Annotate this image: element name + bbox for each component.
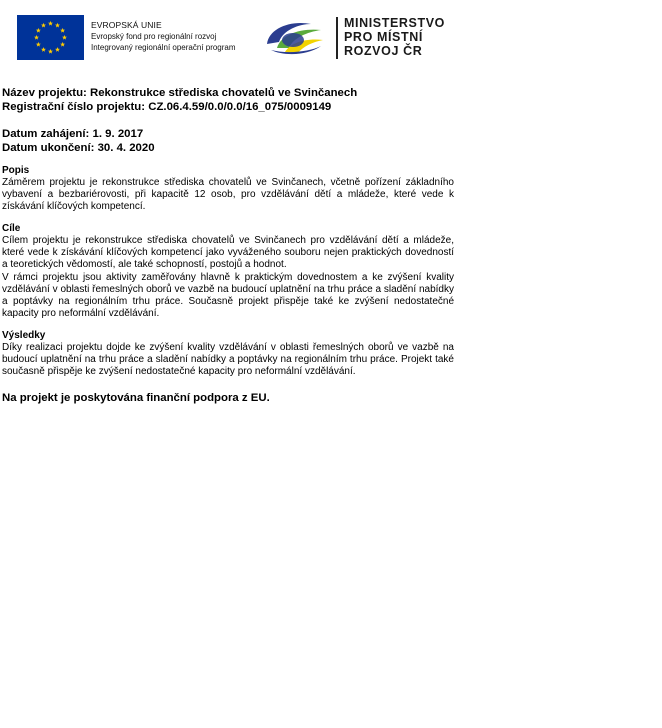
section-title: Popis bbox=[2, 165, 30, 176]
ministry-line-3: ROZVOJ ČR bbox=[344, 44, 423, 58]
section-title: Výsledky bbox=[2, 329, 46, 341]
ministry-line-1: MINISTERSTVO bbox=[344, 16, 445, 30]
funding-note: Na projekt je poskytována finanční podpora z EU. bbox=[2, 392, 270, 405]
section-popis bbox=[2, 165, 454, 213]
ministry-logo-divider bbox=[336, 17, 338, 59]
section-text: Díky realizaci projektu dojde ke zvýšení kvality vzdělávání v oblasti řemeslných oborů ve vazbě na budoucí uplatnění na trhu práce a sladění nabídky a poptávky na regionálním trhu práce. Projekt také současně přispěje ke zvýšení nedostatečné kapacity pro neformální vzdělávání. bbox=[2, 341, 454, 378]
eu-program-name: Integrovaný regionální operační program bbox=[91, 43, 236, 52]
eu-name: EVROPSKÁ UNIE bbox=[91, 20, 162, 30]
project-registration-number: Registrační číslo projektu: CZ.06.4.59/0.0/0.0/16_075/0009149 bbox=[2, 101, 332, 113]
project-end-date: Datum ukončení: 30. 4. 2020 bbox=[2, 142, 155, 154]
eu-fund-name: Evropský fond pro regionální rozvoj bbox=[91, 32, 217, 41]
project-name: Název projektu: Rekonstrukce střediska chovatelů ve Svinčanech bbox=[2, 87, 358, 99]
ministry-logo-text bbox=[344, 16, 445, 58]
section-text: Záměrem projektu je rekonstrukce střediska chovatelů ve Svinčanech, včetně pořízení základního vybavení a bezbariérovosti, při kapacitě 12 osob, pro vzdělávání dětí a mládeže, které vede k získávání klíčových kompetencí. bbox=[2, 177, 454, 213]
logo-header bbox=[17, 15, 457, 61]
section-title: Cíle bbox=[2, 223, 21, 235]
eu-logo-text bbox=[91, 20, 236, 53]
section-cile bbox=[2, 223, 454, 320]
project-info bbox=[2, 86, 454, 405]
section-text: Cílem projektu je rekonstrukce střediska chovatelů ve Svinčanech pro vzdělávání dětí a mládeže, které vede k získávání klíčových kompetencí jako vyváženého souboru nejen praktických dovedností a teoretických vědomostí, ale také schopností, postojů a hodnot. bbox=[2, 235, 454, 271]
ministry-logo-icon bbox=[263, 18, 327, 58]
eu-flag-icon bbox=[17, 15, 84, 60]
project-start-date: Datum zahájení: 1. 9. 2017 bbox=[2, 128, 144, 140]
section-vysledky bbox=[2, 330, 454, 378]
section-text: V rámci projektu jsou aktivity zaměřovány hlavně k praktickým dovednostem a ke zvýšení kvality vzdělávání v oblasti řemeslných oborů ve vazbě na budoucí uplatnění na trhu práce a sladění nabídky a poptávky na regionálním trhu práce. Současně projekt přispěje také ke zvýšení nedostatečné kapacity pro neformální vzdělávání. bbox=[2, 271, 454, 319]
ministry-line-2: PRO MÍSTNÍ bbox=[344, 30, 423, 44]
